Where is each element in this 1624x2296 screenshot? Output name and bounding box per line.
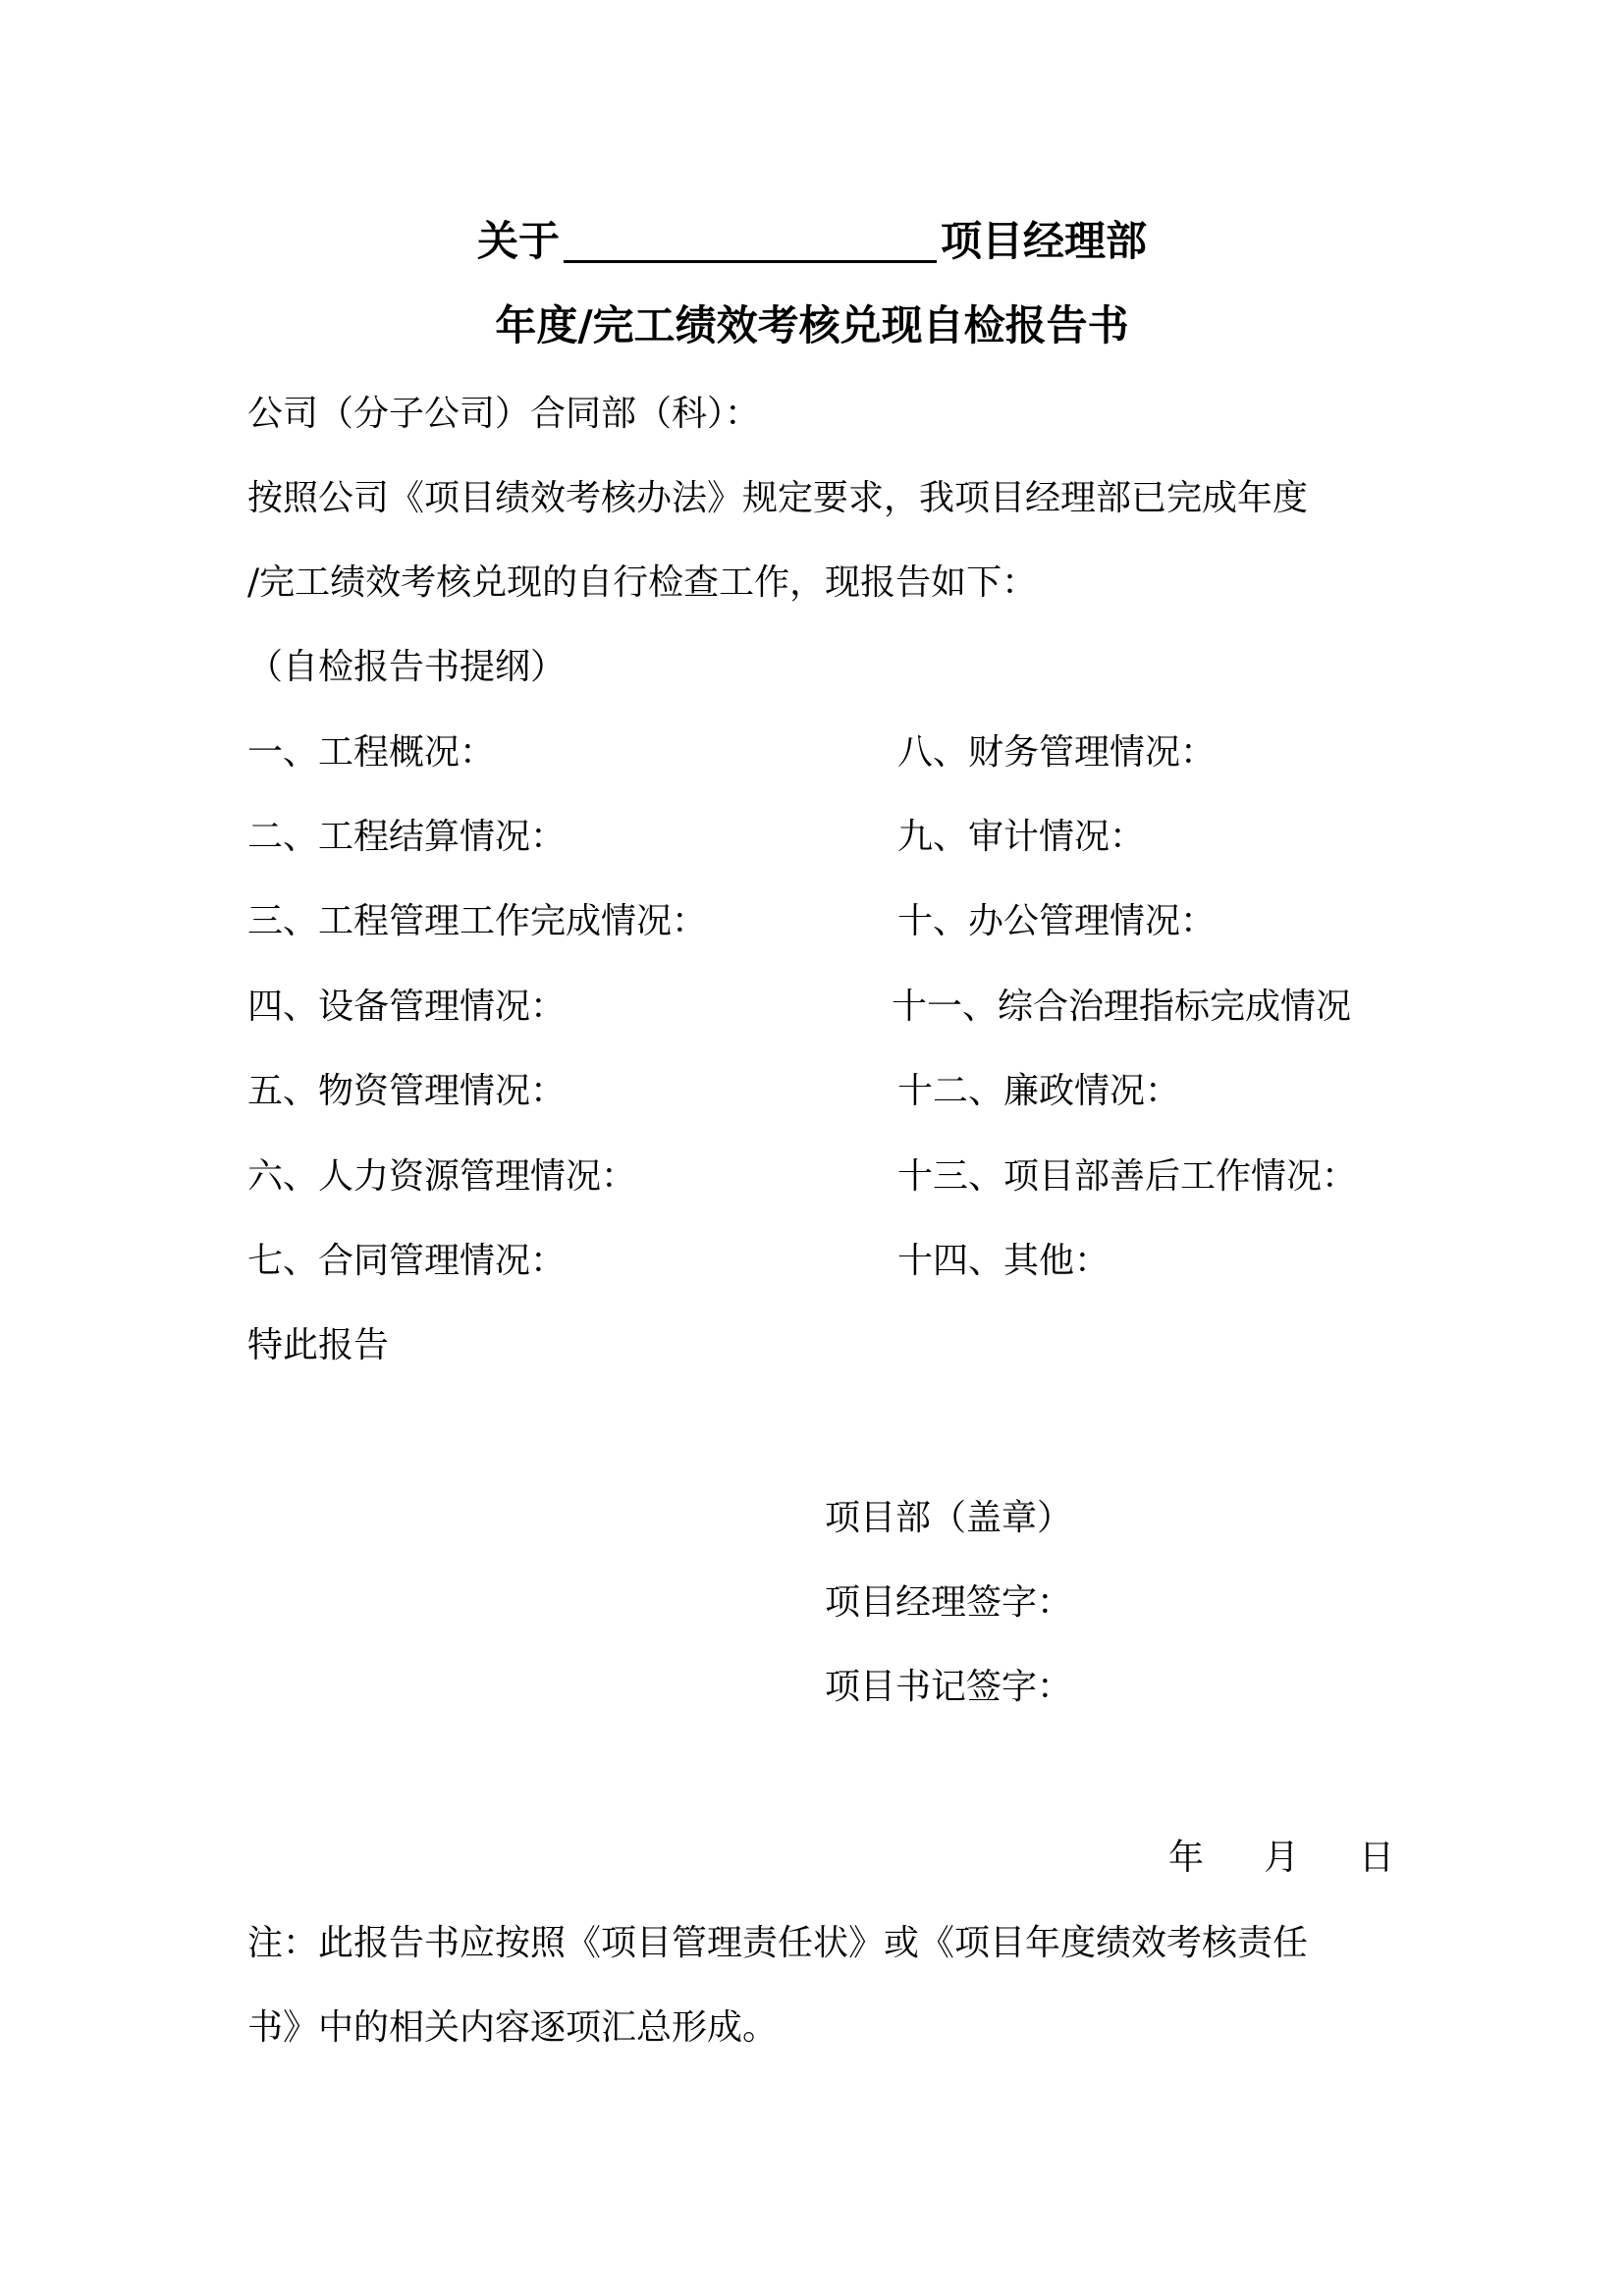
date-line bbox=[1168, 1834, 1394, 1883]
outline-right-item: 十三、项目部善后工作情况： bbox=[897, 1156, 1358, 1197]
outline-right-item: 八、财务管理情况： bbox=[897, 732, 1217, 773]
stamp-label: 项目部（盖章） bbox=[825, 1498, 1073, 1538]
outline-right-item: 九、审计情况： bbox=[897, 817, 1146, 857]
outline-left-item: 一、工程概况： bbox=[247, 732, 496, 773]
outline-left-item: 六、人力资源管理情况： bbox=[247, 1156, 637, 1197]
outline-left-item: 五、物资管理情况： bbox=[247, 1071, 567, 1111]
outline-left-item: 七、合同管理情况： bbox=[247, 1241, 567, 1281]
title-suffix: 项目经理部 bbox=[941, 217, 1148, 265]
secretary-signature-label: 项目书记签字： bbox=[825, 1667, 1073, 1707]
outline-right-item: 十一、综合治理指标完成情况 bbox=[892, 987, 1352, 1027]
outline-heading: （自检报告书提纲） bbox=[247, 647, 567, 687]
note-line-1: 注：此报告书应按照《项目管理责任状》或《项目年度绩效考核责任 bbox=[247, 1923, 1309, 1963]
date-year-label: 年 bbox=[1168, 1838, 1205, 1878]
note-line-2: 书》中的相关内容逐项汇总形成。 bbox=[247, 2007, 779, 2048]
manager-signature-label: 项目经理签字： bbox=[825, 1582, 1073, 1623]
date-day-label: 日 bbox=[1358, 1838, 1394, 1878]
outline-left-item: 二、工程结算情况： bbox=[247, 817, 567, 857]
title-line-2: 年度/完工绩效考核兑现自检报告书 bbox=[495, 301, 1129, 349]
project-name-blank bbox=[564, 221, 937, 263]
outline-right-item: 十四、其他： bbox=[897, 1241, 1110, 1281]
closing-text: 特此报告 bbox=[247, 1325, 390, 1365]
intro-line-2: /完工绩效考核兑现的自行检查工作，现报告如下： bbox=[247, 562, 1038, 603]
outline-right-item: 十二、廉政情况： bbox=[897, 1071, 1181, 1111]
intro-line-1: 按照公司《项目绩效考核办法》规定要求，我项目经理部已完成年度 bbox=[247, 478, 1309, 518]
title-prefix: 关于 bbox=[476, 217, 560, 265]
salutation: 公司（分子公司）合同部（科）： bbox=[247, 394, 761, 434]
date-month-label: 月 bbox=[1263, 1838, 1299, 1878]
outline-left-item: 四、设备管理情况： bbox=[247, 987, 567, 1027]
outline-left-item: 三、工程管理工作完成情况： bbox=[247, 901, 708, 941]
title-line-1 bbox=[0, 212, 1624, 271]
outline-right-item: 十、办公管理情况： bbox=[897, 901, 1217, 941]
